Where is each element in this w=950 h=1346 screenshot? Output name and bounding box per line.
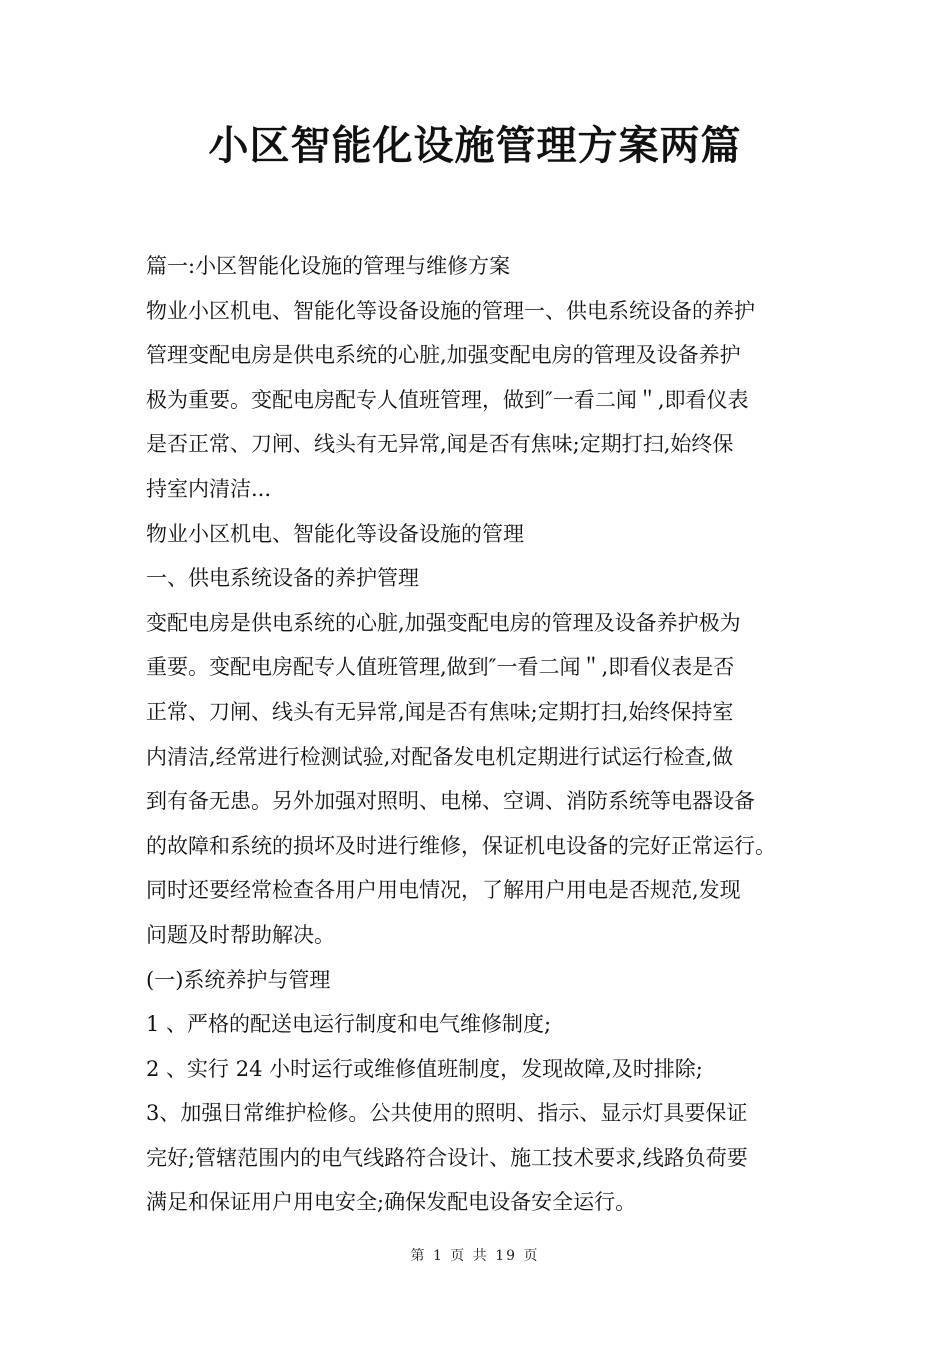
text-line: 问题及时帮助解决。: [146, 922, 335, 947]
text-line: 管理变配电房是供电系统的心脏,加强变配电房的管理及设备养护: [146, 343, 741, 368]
text-line: 物业小区机电、智能化等设备设施的管理一、供电系统设备的养护: [146, 298, 755, 323]
text-line: (一)系统养护与管理: [146, 967, 331, 992]
text-line: 篇一:小区智能化设施的管理与维修方案: [146, 254, 511, 278]
text-line: 变配电房是供电系统的心脏,加强变配电房的管理及设备养护极为: [146, 610, 741, 635]
text-line: 2 、实行 24 小时运行或维修值班制度，发现故障,及时排除;: [146, 1056, 703, 1081]
text-line: 满足和保证用户用电安全;确保发配电设备安全运行。: [146, 1190, 637, 1215]
text-line: 正常、刀闸、线头有无异常,闻是否有焦味;定期打扫,始终保持室: [146, 699, 734, 724]
text-line: 持室内清洁...: [146, 476, 272, 501]
text-line: 重要。变配电房配专人值班管理,做到″一看二闻＂,即看仪表是否: [146, 655, 735, 680]
page-number-footer: 第 1 页 共 19 页: [410, 1248, 540, 1264]
text-line: 到有备无患。另外加强对照明、电梯、空调、消防系统等电器设备: [146, 789, 755, 814]
text-line: 完好;管辖范围内的电气线路符合设计、施工技术要求,线路负荷要: [146, 1145, 748, 1170]
text-line: 内清洁,经常进行检测试验,对配备发电机定期进行试运行检查,做: [146, 744, 734, 769]
text-line: 同时还要经常检查各用户用电情况，了解用户用电是否规范,发现: [146, 878, 741, 903]
page-title: 小区智能化设施管理方案两篇: [208, 122, 742, 169]
text-line: 物业小区机电、智能化等设备设施的管理: [146, 521, 524, 546]
text-line: 3、加强日常维护检修。公共使用的照明、指示、显示灯具要保证: [146, 1101, 748, 1126]
text-line: 1 、严格的配送电运行制度和电气维修制度;: [146, 1012, 552, 1037]
text-line: 的故障和系统的损坏及时进行维修，保证机电设备的完好正常运行。: [146, 833, 776, 858]
text-line: 是否正常、刀闸、线头有无异常,闻是否有焦味;定期打扫,始终保: [146, 432, 734, 457]
text-line: 极为重要。变配电房配专人值班管理，做到″一看二闻＂,即看仪表: [146, 387, 749, 412]
text-line: 一、供电系统设备的养护管理: [146, 566, 419, 591]
document-body: [146, 244, 826, 1225]
